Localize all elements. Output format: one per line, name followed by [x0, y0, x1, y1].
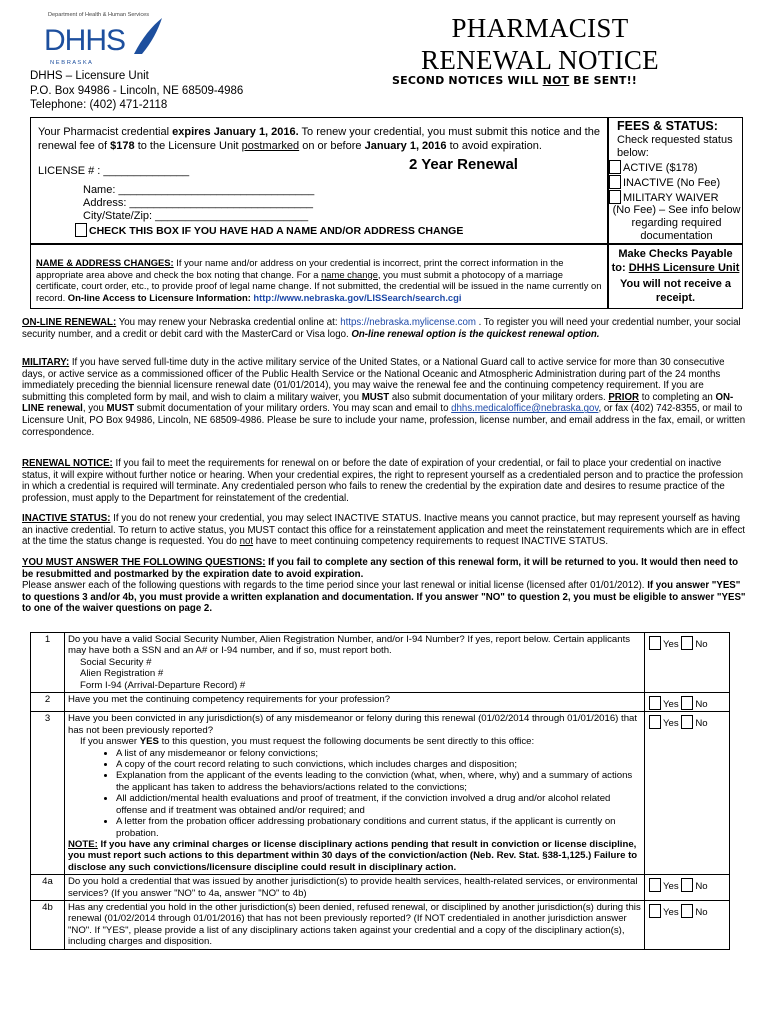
payment-box: [608, 244, 743, 309]
question-number: 2: [31, 693, 65, 712]
question-text: Has any credential you hold in the other jurisdiction(s) been denied, refused renewal, or disciplined by another jurisdiction(s) during this renewal (01/02/2014 through 01/01/2016) that has not been previously reported? (If NOT credentialed in another jurisdiction answer "NO". If "YES", please provide a list of any disciplinary actions taken against your credential and a copy of the disciplinary action(s), including charges and disposition.: [65, 900, 645, 949]
address-line-1: DHHS – Licensure Unit: [30, 70, 149, 82]
question-text: Do you hold a credential that was issued by another jurisdiction(s) to provide health services, health-related services, or environmental services? (If you answer "NO" to 4a, answer "NO" to 4b): [65, 875, 645, 901]
q4b-no-checkbox[interactable]: [681, 904, 693, 918]
agency-address: [30, 69, 243, 113]
change-checkbox-row: [75, 223, 463, 237]
military-waiver-checkbox[interactable]: [609, 190, 621, 204]
military-section: MILITARY: If you have served full-time duty in the active military service of the United States, or a National Guard call to active service for more than 30 consecutive days, or active service as a commissioned officer of the Public Health Service or the National Oceanic and Atmospheric Administration during part of the 24 months immediately preceding the biennial licensure renewal date (01/01/2014), you may waive the renewal fee and the continuing competency requirement. If you are submitting this completed form by mail, and wish to claim a military waiver, you MUST also submit documentation of your military orders. PRIOR to completing an ON-LINE renewal, you MUST submit documentation of your military orders. You may scan and email to dhhs.medicaloffice@nebraska.gov, or fax (402) 742-8355, or mail to Licensure Unit, PO Box 94986, Lincoln, NE 68509-4986. Please be sure to include your name, profession, license number, and email address in the fax, email, or written correspondence.: [22, 357, 746, 438]
status-active-row: ACTIVE ($178): [609, 160, 720, 175]
question-row-4b: [31, 900, 730, 949]
alien-registration-field[interactable]: Alien Registration #: [80, 668, 164, 680]
title-line-1: PHARMACIST: [451, 13, 629, 43]
q4a-yes-checkbox[interactable]: [649, 878, 661, 892]
online-renewal-section: ON-LINE RENEWAL: You may renew your Nebraska credential online at: https://nebraska.mylicense.com . To register you will need your credential number, your social security number, and a credit or debit card with the MasterCard or Visa logo. On-line renewal option is the quickest renewal option.: [22, 317, 741, 340]
question-text: Do you have a valid Social Security Number, Alien Registration Number, and/or I-94 Number? If yes, report below. Certain applicants may have both a SSN and an A# or I-94 number, and if so, must report both. Social Security # Alien Registration # Form I-94 (Arrival-Departure Record) #: [65, 633, 645, 693]
answer-cell: Yes No: [645, 633, 730, 693]
renewal-notice-section: RENEWAL NOTICE: If you fail to meet the requirements for renewal on or before the date of expiration of your credential, or fail to place your credential on inactive status, it will expire without further notice or hearing. When your credential expires, the right to represent yourself as a credentialed person and to practice the profession in which a credential is required will terminate. Any credentialed person who fails to renew the credential by the expiration date and desires to resume practice of the profession, must apply to the Department for reinstatement of the credential.: [22, 458, 744, 504]
military-note: (No Fee) – See info below regarding required documentation: [612, 204, 741, 242]
answer-cell: Yes No: [645, 712, 730, 875]
q1-yes-checkbox[interactable]: [649, 636, 661, 650]
contact-fields: [83, 184, 314, 223]
i94-field[interactable]: Form I-94 (Arrival-Departure Record) #: [80, 679, 246, 691]
second-notice-warning: [392, 74, 637, 87]
q3-no-checkbox[interactable]: [681, 715, 693, 729]
payment-line-1: Make Checks Payable: [618, 248, 733, 260]
renewal-period-label: 2 Year Renewal: [409, 156, 518, 173]
agency-state-text: N E B R A S K A: [50, 60, 92, 66]
active-checkbox[interactable]: [609, 160, 621, 174]
fees-status-box: [608, 117, 743, 244]
answer-cell: Yes No: [645, 875, 730, 901]
lis-search-link[interactable]: http://www.nebraska.gov/LISSearch/search.cgi: [253, 291, 462, 303]
inactive-status-section: INACTIVE STATUS: If you do not renew your credential, you may select INACTIVE STATUS. Inactive means you cannot practice, but may represent yourself as having an inactive credential. To return to active status, you MUST contact this office for a reinstatement application and meet the reinstatement requirements which are in effect at the time the status change is requested. You do not have to meet continuing competency requirements to request INACTIVE STATUS.: [22, 513, 745, 548]
warning-pre: SECOND NOTICES WILL: [392, 74, 543, 87]
payment-line-3: You will not receive a receipt.: [619, 278, 732, 304]
q3-document-list: [104, 748, 641, 839]
q4a-no-checkbox[interactable]: [681, 878, 693, 892]
question-text: Have you met the continuing competency requirements for your profession?: [65, 693, 645, 712]
question-text: Have you been convicted in any jurisdiction(s) of any misdemeanor or felony during this renewal (01/02/2014 through 01/01/2016) that has not been previously reported? If you answer YES to this question, you must request the following documents be sent directly to this office: • A list of any misdemeanor or felony convictions; • A copy of the court record relating to such convictions, which includes charges and disposition; • Explanation from the applicant of the events leading to the conviction (what, when, where, why) and a summary of actions the applicant has taken to address the behaviors/actions related to the convictions; • All addiction/mental health evaluations and proof of treatment, if the conviction involved a drug and/or alcohol related offense and if treatment was obtained and/or required; and • A letter from the probation officer addressing probationary conditions and current status, if the applicant is currently on probation. NOTE: If you have any criminal charges or license disciplinary actions pending that result in conviction or license discipline, you must report such actions to this department within 30 days of the conviction/action (Neb. Rev. Stat. §38-1,125.) Failure to disclose any such convictions/licensure discipline could result in disciplinary action.: [65, 712, 645, 875]
agency-top-text: Department of Health & Human Services: [48, 12, 150, 18]
warning-post: BE SENT!!: [569, 74, 638, 87]
credential-expiry-text: Your Pharmacist credential expires January 1, 2016. To renew your credential, you must submit this notice and the renewal fee of $178 to the Licensure Unit postmarked on or before January 1, 2016 to avoid expiration.: [38, 126, 600, 152]
mylicense-link[interactable]: https://nebraska.mylicense.com: [340, 317, 476, 328]
ssn-field[interactable]: Social Security #: [80, 656, 152, 668]
page-title: [380, 12, 700, 76]
answer-questions-section: YOU MUST ANSWER THE FOLLOWING QUESTIONS: If you fail to complete any section of this renewal form, it will be returned to you. It would then need to be resubmitted and postmarked by the expiration date to avoid expiration. Please answer each of the following questions with regards to the time period since your last renewal or initial license (licensed after 01/01/2012). If you answer "YES" to questions 3 and/or 4b, you must provide a written explanation and documentation. If you answer "NO" to question 2, you must be eligible to answer "YES" to one of the waiver questions on page 2.: [22, 557, 746, 615]
status-inactive-row: INACTIVE (No Fee): [609, 175, 720, 190]
name-address-change-box: [30, 244, 608, 309]
dhhs-logo: [30, 8, 180, 72]
question-row-3: [31, 712, 730, 875]
q2-no-checkbox[interactable]: [681, 696, 693, 710]
list-item: • All addiction/mental health evaluations and proof of treatment, if the conviction involved a drug and/or alcohol related offense and if treatment was obtained and/or required; and: [116, 793, 641, 816]
address-field[interactable]: Address: ______________________________: [83, 197, 313, 209]
credential-box: [30, 117, 608, 244]
license-number-field[interactable]: LICENSE # : ______________: [38, 165, 190, 177]
q1-no-checkbox[interactable]: [681, 636, 693, 650]
question-number: 1: [31, 633, 65, 693]
q3-yes-checkbox[interactable]: [649, 715, 661, 729]
address-line-3: Telephone: (402) 471-2118: [30, 99, 168, 111]
agency-logo-text: DHHS: [44, 24, 126, 57]
name-change-text: NAME & ADDRESS CHANGES: If your name and/or address on your credential is incorrect, print the correct information in the appropriate area above and check the box noting that change. For a name change, you must submit a photocopy of a marriage certificate, court order, etc., to provide proof of legal name change. If not submitted, the credential will be issued in the name currently on record. On-line Access to Licensure Information: http://www.nebraska.gov/LISSearch/search.cgi: [36, 257, 602, 303]
question-number: 4b: [31, 900, 65, 949]
list-item: • Explanation from the applicant of the events leading to the conviction (what, when, where, why) and a summary of actions the applicant has taken to address the behaviors/actions related to the convictions;: [116, 770, 641, 793]
status-military-row: MILITARY WAIVER: [609, 190, 720, 205]
list-item: • A letter from the probation officer addressing probationary conditions and current status, if the applicant is currently on probation.: [116, 816, 641, 839]
question-row-1: [31, 633, 730, 693]
question-number: 3: [31, 712, 65, 875]
change-checkbox-label: CHECK THIS BOX IF YOU HAVE HAD A NAME AND/OR ADDRESS CHANGE: [89, 225, 464, 237]
question-number: 4a: [31, 875, 65, 901]
q4b-yes-checkbox[interactable]: [649, 904, 661, 918]
title-line-2: RENEWAL NOTICE: [421, 45, 659, 75]
payment-text: [609, 247, 742, 305]
answer-cell: Yes No: [645, 900, 730, 949]
payment-line-2: to: DHHS Licensure Unit: [611, 262, 740, 274]
question-row-2: [31, 693, 730, 712]
q2-yes-checkbox[interactable]: [649, 696, 661, 710]
questions-table: [30, 632, 730, 950]
medical-office-email-link[interactable]: dhhs.medicaloffice@nebraska.gov: [451, 403, 599, 415]
answer-cell: Yes No: [645, 693, 730, 712]
status-options: [609, 160, 720, 205]
fees-heading: FEES & STATUS:: [617, 119, 718, 133]
logo-swoosh-icon: [134, 18, 162, 54]
q3-note: NOTE: If you have any criminal charges or license disciplinary actions pending that result in conviction or license discipline, you must report such actions to this department within 30 days of the conviction/action (Neb. Rev. Stat. §38-1,125.) Failure to disclose any such convictions/licensure discipline could result in disciplinary action.: [68, 838, 638, 873]
warning-not: NOT: [542, 74, 570, 87]
fees-intro: Check requested status below:: [617, 134, 733, 159]
name-change-checkbox[interactable]: [75, 223, 87, 237]
question-row-4a: [31, 875, 730, 901]
city-state-zip-field[interactable]: City/State/Zip: _________________________: [83, 210, 309, 222]
list-item: • A list of any misdemeanor or felony convictions;: [116, 748, 641, 759]
inactive-checkbox[interactable]: [609, 175, 621, 189]
name-field[interactable]: Name: ________________________________: [83, 184, 315, 196]
address-line-2: P.O. Box 94986 - Lincoln, NE 68509-4986: [30, 84, 244, 97]
list-item: • A copy of the court record relating to such convictions, which includes charges and disposition;: [116, 759, 641, 770]
